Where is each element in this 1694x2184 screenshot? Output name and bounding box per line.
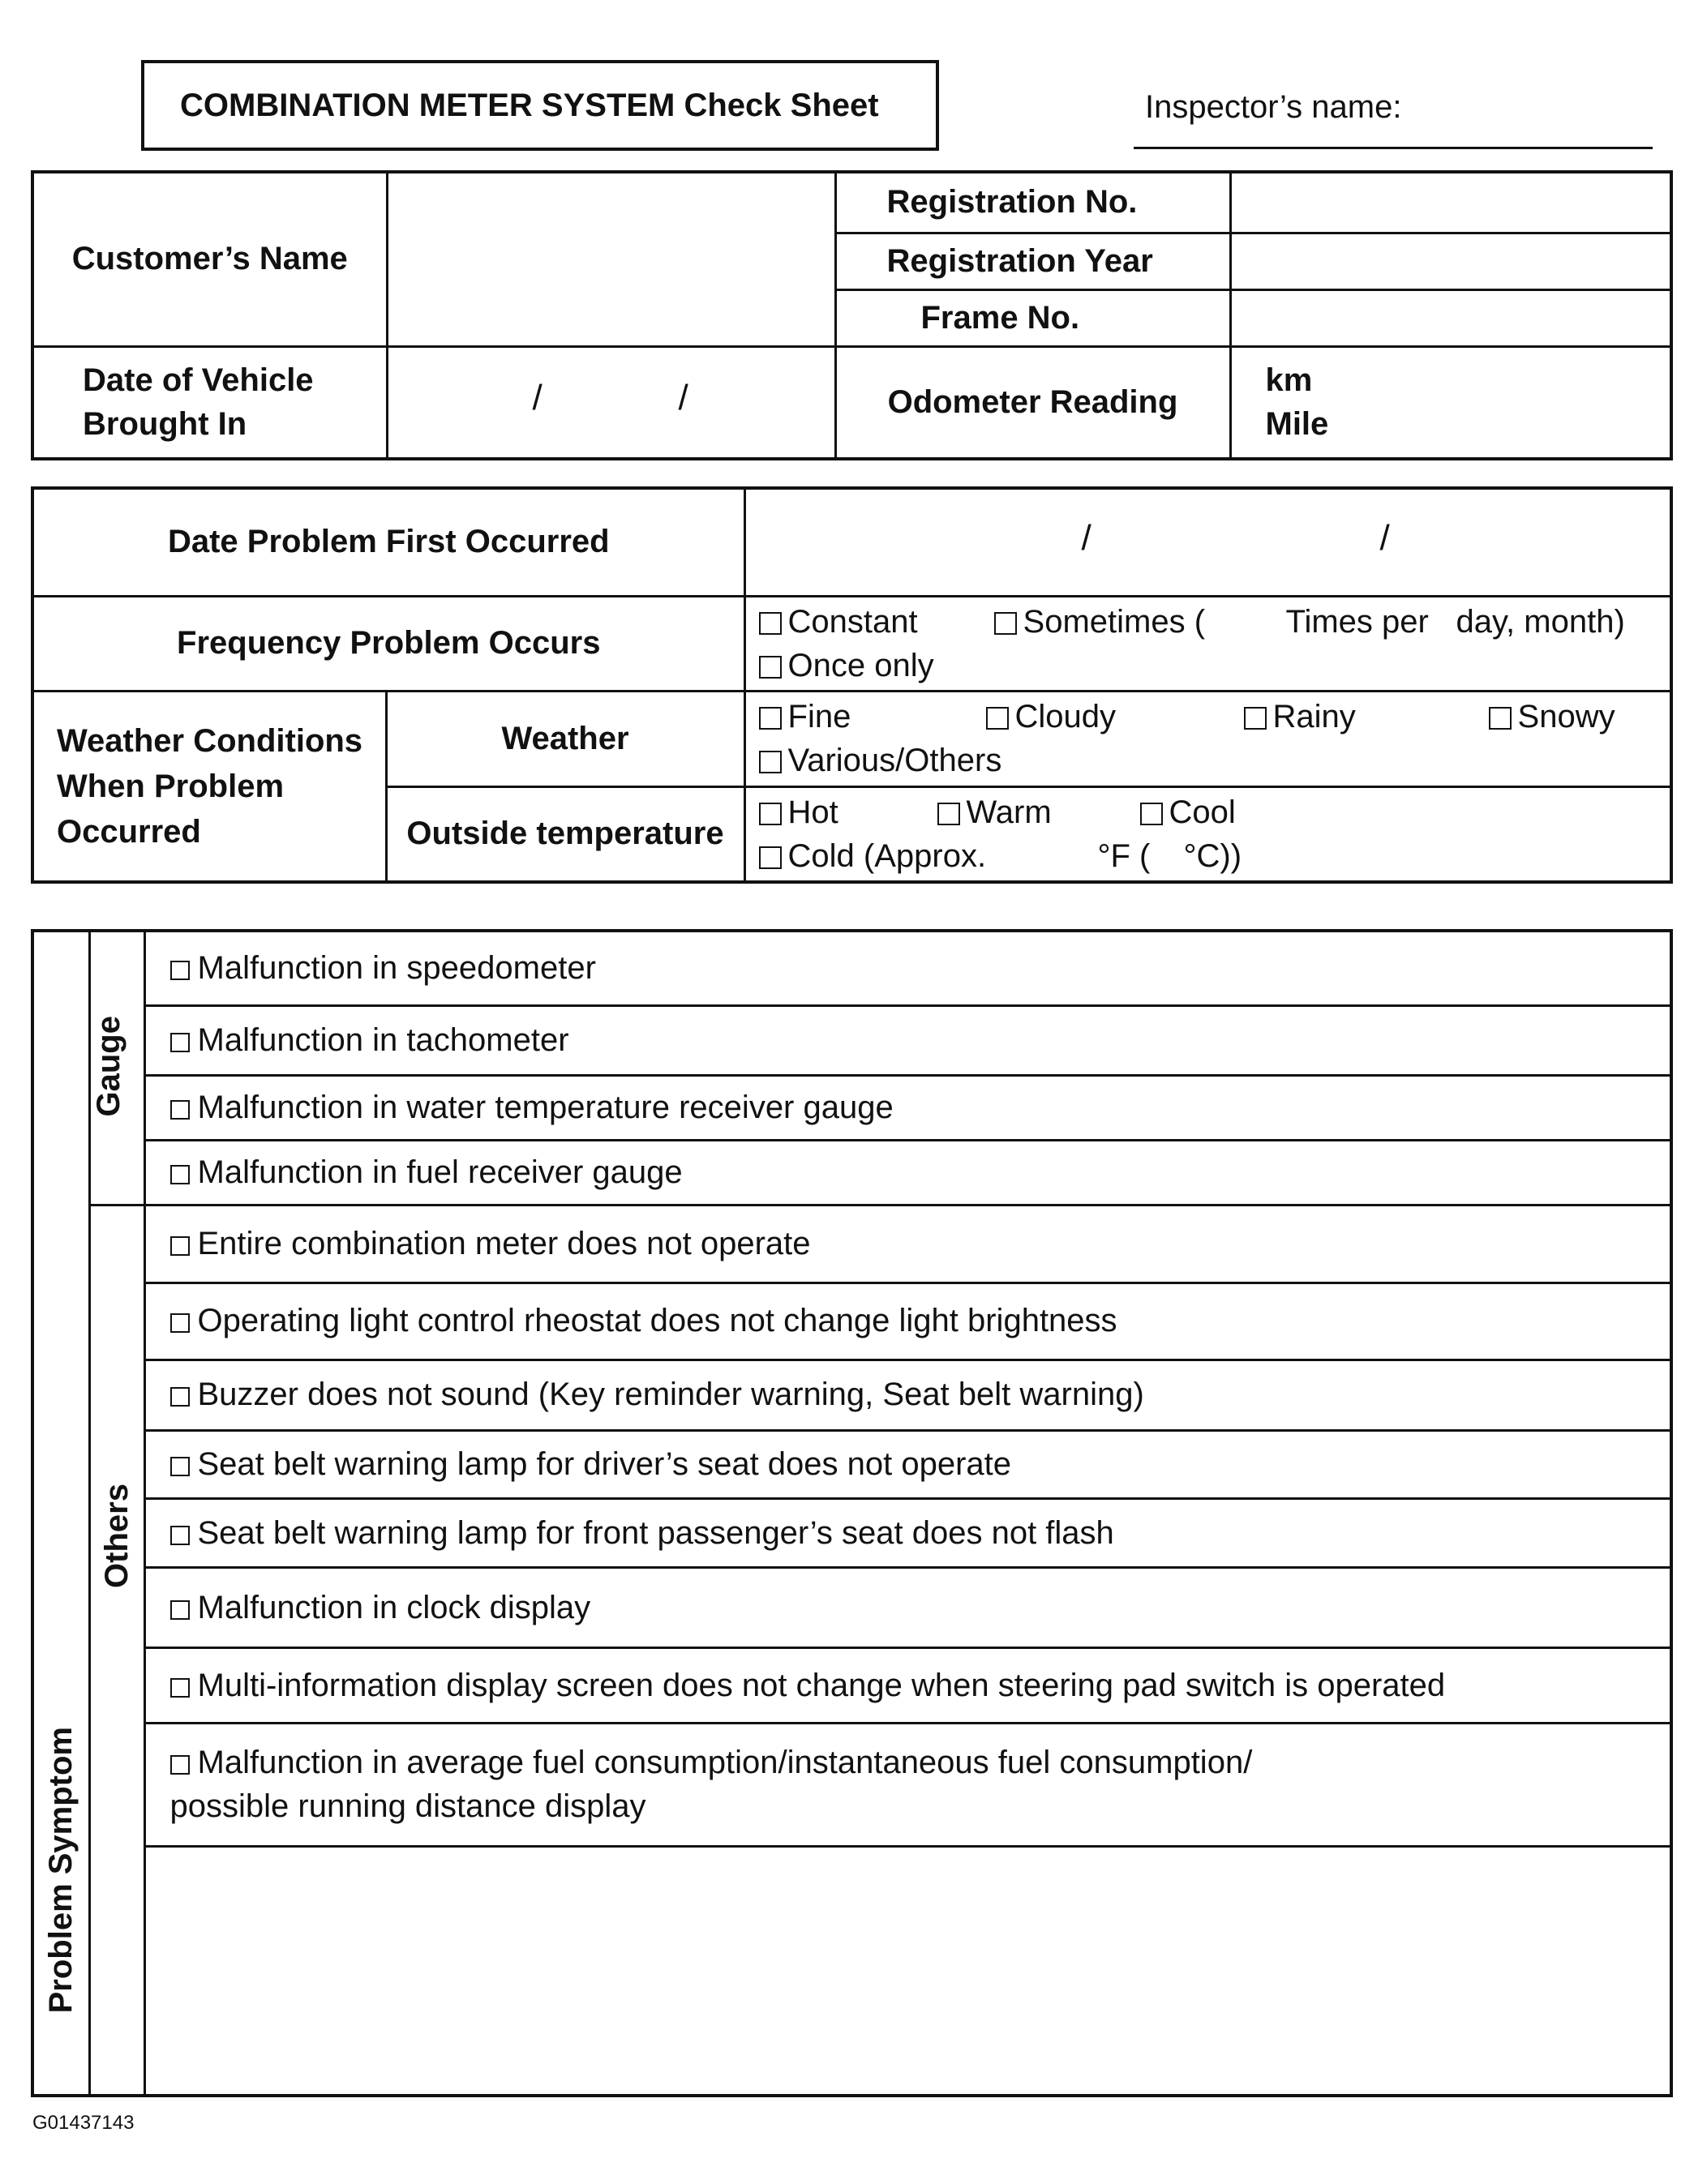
gauge-label-cell xyxy=(89,931,144,1205)
date-slash-2: / xyxy=(678,378,688,418)
temp-deg-f-label: °F ( xyxy=(1097,837,1151,874)
customer-name-label: Customer’s Name xyxy=(71,241,348,277)
checkbox-icon[interactable] xyxy=(1140,803,1163,825)
checkbox-icon[interactable] xyxy=(937,803,960,825)
symptom-row[interactable] xyxy=(144,1283,1671,1360)
weather-fine-label: Fine xyxy=(787,699,851,734)
conditions-table xyxy=(31,486,1673,884)
frequency-constant-option[interactable] xyxy=(759,600,918,644)
problem-symptom-label: Problem Symptom xyxy=(42,1726,79,2014)
outside-temp-label: Outside temperature xyxy=(406,816,724,852)
weather-snowy-label: Snowy xyxy=(1517,699,1615,734)
date-first-occurred-label: Date Problem First Occurred xyxy=(167,524,610,560)
date-slash-1: / xyxy=(532,378,543,418)
sheet-title: COMBINATION METER SYSTEM Check Sheet xyxy=(180,87,879,123)
checkbox-icon[interactable] xyxy=(759,846,782,869)
symptom-label: Malfunction in fuel receiver gauge xyxy=(197,1154,683,1190)
checkbox-icon[interactable] xyxy=(170,1100,190,1120)
temp-warm-option[interactable] xyxy=(937,790,1052,834)
symptom-row[interactable] xyxy=(144,1140,1671,1205)
registration-year-field[interactable] xyxy=(1230,233,1671,289)
registration-no-field[interactable] xyxy=(1230,172,1671,233)
frequency-once-label: Once only xyxy=(787,647,934,683)
checkbox-icon[interactable] xyxy=(1489,707,1512,730)
frequency-times-per-label: Times per xyxy=(1285,603,1429,640)
weather-label-cell xyxy=(386,691,744,786)
checkbox-icon[interactable] xyxy=(994,612,1017,635)
symptom-row[interactable] xyxy=(144,1724,1671,1846)
frequency-once-option[interactable] xyxy=(759,644,934,687)
frequency-label: Frequency Problem Occurs xyxy=(177,625,601,661)
outside-temp-label-cell xyxy=(386,786,744,882)
odometer-label: Odometer Reading xyxy=(887,383,1178,420)
temp-options xyxy=(744,786,1671,882)
weather-label: Weather xyxy=(501,720,629,756)
first-date-slash-2: / xyxy=(1379,517,1390,558)
temp-cool-label: Cool xyxy=(1169,794,1236,830)
symptom-row[interactable] xyxy=(144,1205,1671,1283)
frame-no-label-cell xyxy=(835,289,1230,346)
odometer-label-cell xyxy=(835,346,1230,459)
checkbox-icon[interactable] xyxy=(170,1678,190,1698)
temp-hot-option[interactable] xyxy=(759,790,838,834)
symptom-row[interactable] xyxy=(144,1005,1671,1075)
symptom-label: Multi-information display screen does not change when steering pad switch is operated xyxy=(197,1667,1446,1703)
symptom-label: Malfunction in average fuel consumption/instantaneous fuel consumption/ xyxy=(197,1745,1253,1781)
checkbox-icon[interactable] xyxy=(170,1165,190,1184)
temp-cool-option[interactable] xyxy=(1140,790,1236,834)
temp-warm-label: Warm xyxy=(966,794,1052,830)
checkbox-icon[interactable] xyxy=(759,707,782,730)
symptom-label: Malfunction in speedometer xyxy=(197,949,596,986)
symptom-label: Seat belt warning lamp for driver’s seat does not operate xyxy=(197,1446,1012,1482)
odometer-field[interactable] xyxy=(1230,346,1671,459)
checkbox-icon[interactable] xyxy=(759,656,782,679)
first-date-slash-1: / xyxy=(1081,517,1091,558)
frequency-options xyxy=(744,596,1671,691)
registration-year-label: Registration Year xyxy=(886,242,1153,279)
symptom-row[interactable] xyxy=(144,931,1671,1005)
vehicle-info-table xyxy=(31,170,1673,460)
checkbox-icon[interactable] xyxy=(170,1526,190,1545)
date-first-occurred-label-cell xyxy=(32,488,744,596)
date-brought-in-label: Date of Vehicle Brought In xyxy=(83,362,314,443)
checkbox-icon[interactable] xyxy=(170,1236,190,1256)
symptom-row[interactable] xyxy=(144,1430,1671,1499)
gauge-label: Gauge xyxy=(90,1015,127,1116)
temp-cold-option[interactable] xyxy=(759,834,987,878)
checkbox-icon[interactable] xyxy=(170,1313,190,1333)
others-label: Others xyxy=(98,1484,135,1589)
frequency-constant-label: Constant xyxy=(787,603,918,640)
symptom-label: Malfunction in tachometer xyxy=(197,1021,569,1058)
checkbox-icon[interactable] xyxy=(759,803,782,825)
checkbox-icon[interactable] xyxy=(986,707,1009,730)
checkbox-icon[interactable] xyxy=(170,1755,190,1775)
problem-symptom-table xyxy=(31,929,1673,2097)
checkbox-icon[interactable] xyxy=(170,1457,190,1476)
symptom-row[interactable] xyxy=(144,1568,1671,1648)
problem-symptom-label-cell xyxy=(32,931,89,2096)
checkbox-icon[interactable] xyxy=(170,1033,190,1052)
weather-various-label: Various/Others xyxy=(787,743,1002,778)
weather-options xyxy=(744,691,1671,786)
symptom-label: Malfunction in clock display xyxy=(197,1589,591,1625)
symptom-label-continued: possible running distance display xyxy=(169,1788,646,1825)
symptom-label: Buzzer does not sound (Key reminder warning, Seat belt warning) xyxy=(197,1377,1144,1413)
temp-deg-c-label: °C)) xyxy=(1183,837,1242,874)
weather-rainy-option[interactable] xyxy=(1244,695,1356,739)
customer-name-field[interactable] xyxy=(387,172,835,346)
blank-symptom-area[interactable] xyxy=(144,1846,1671,2096)
weather-conditions-label: Weather Conditions When Problem Occurred xyxy=(57,722,363,850)
weather-conditions-label-cell xyxy=(32,691,386,882)
date-brought-in-field[interactable] xyxy=(387,346,835,459)
weather-cloudy-label: Cloudy xyxy=(1014,699,1117,734)
symptom-label: Entire combination meter does not operate xyxy=(197,1225,811,1261)
checkbox-icon[interactable] xyxy=(170,1600,190,1620)
registration-no-label-cell xyxy=(835,172,1230,233)
weather-various-option[interactable] xyxy=(759,739,1002,782)
temp-cold-label: Cold (Approx. xyxy=(787,837,987,874)
frequency-sometimes-label: Sometimes ( xyxy=(1023,603,1206,640)
symptom-label: Malfunction in water temperature receiver gauge xyxy=(197,1089,894,1125)
symptom-row[interactable] xyxy=(144,1499,1671,1568)
symptom-label: Seat belt warning lamp for front passenger’s seat does not flash xyxy=(197,1514,1114,1551)
others-label-cell xyxy=(89,1205,144,2096)
frequency-sometimes-option[interactable] xyxy=(994,600,1206,644)
inspector-name-field[interactable] xyxy=(1134,89,1653,149)
symptom-row[interactable] xyxy=(144,1075,1671,1140)
frequency-label-cell xyxy=(32,596,744,691)
checkbox-icon[interactable] xyxy=(1244,707,1267,730)
frequency-day-month-label: day, month) xyxy=(1456,603,1625,640)
temp-hot-label: Hot xyxy=(787,794,838,830)
weather-snowy-option[interactable] xyxy=(1489,695,1615,739)
odometer-unit-km: km xyxy=(1265,362,1313,399)
frame-no-field[interactable] xyxy=(1230,289,1671,346)
customer-name-label-cell xyxy=(32,172,387,346)
sheet-title-box xyxy=(141,60,939,151)
weather-rainy-label: Rainy xyxy=(1272,699,1356,734)
inspector-name-label: Inspector’s name: xyxy=(1145,89,1402,125)
weather-cloudy-option[interactable] xyxy=(986,695,1117,739)
registration-year-label-cell xyxy=(835,233,1230,289)
figure-code: G01437143 xyxy=(32,2112,135,2134)
weather-fine-option[interactable] xyxy=(759,695,851,739)
symptom-label: Operating light control rheostat does not change light brightness xyxy=(197,1303,1117,1339)
checkbox-icon[interactable] xyxy=(759,751,782,773)
checkbox-icon[interactable] xyxy=(170,1387,190,1407)
date-first-occurred-field[interactable] xyxy=(744,488,1671,596)
date-brought-in-label-cell xyxy=(32,346,387,459)
symptom-row[interactable] xyxy=(144,1648,1671,1724)
checkbox-icon[interactable] xyxy=(170,961,190,980)
odometer-unit-mile: Mile xyxy=(1265,406,1329,443)
registration-no-label: Registration No. xyxy=(886,184,1138,221)
frame-no-label: Frame No. xyxy=(920,299,1080,336)
symptom-row[interactable] xyxy=(144,1360,1671,1430)
checkbox-icon[interactable] xyxy=(759,612,782,635)
